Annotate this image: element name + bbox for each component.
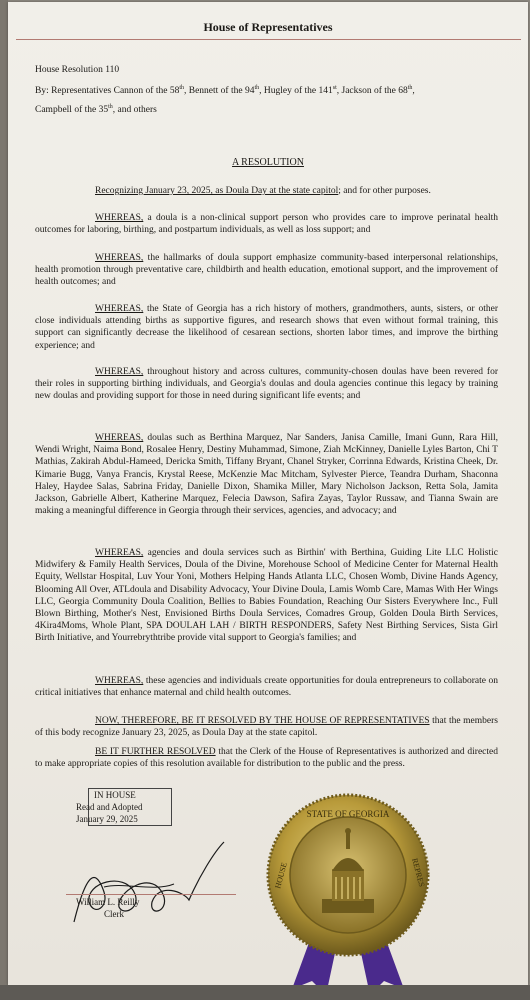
background-bottom — [0, 985, 530, 1000]
clerk-signature — [64, 822, 254, 932]
header-rule — [16, 39, 521, 40]
further-resolved-paragraph: BE IT FURTHER RESOLVED that the Clerk of the House of Representatives is authorized and directed to make appropriate copies of this resolution available for distribution to the public and the press. — [35, 747, 499, 770]
signature-line — [66, 894, 236, 895]
stamp-line-3: January 29, 2025 — [76, 814, 138, 824]
whereas-paragraph-1: WHEREAS, a doula is a non-clinical support person who provides care to improve perinatal health outcomes for laboring, birthing, and postpartum individuals, as well as loss support; and — [35, 213, 498, 236]
seal-text-left: HOUSE — [273, 861, 289, 890]
clerk-title: Clerk — [104, 909, 124, 919]
document-page — [8, 2, 528, 985]
house-seal — [262, 789, 434, 999]
recognizing-paragraph: Recognizing January 23, 2025, as Doula Day at the state capitol; and for other purposes. — [95, 186, 431, 196]
whereas-paragraph-3: WHEREAS, the State of Georgia has a rich history of mothers, grandmothers, aunts, sisters, or other close individuals attending births as supportive figures, and research shows that even without formal training, this support can significantly decrease the likelihood of cesarean sections, shorten labor times, and improve the birthing experience; and — [35, 304, 498, 351]
whereas-paragraph-7: WHEREAS, these agencies and individuals create opportunities for doula entrepreneurs to collaborate on critical initiatives that enhance maternal and child health outcomes. — [35, 676, 498, 699]
stamp-line-1: IN HOUSE — [94, 790, 136, 800]
whereas-paragraph-6: WHEREAS, agencies and doula services such as Birthin' with Berthina, Guiding Lite LLC Holistic Midwifery & Family Health Services, Doula of the Divine, Morehouse School of Medicine Center for Maternal Health Equity, Wellstar Hospital, Luv Your Yoni, Mothers Helping Hands Atlanta LLC, Chosen Womb, Divine Hands Agency, Blooming All Over, ATLdoula and Disability Advocacy, Your Divine Doula, Lamis Womb Care, Mamas With Her Wings LLC, Georgia Community Doula Coalition, Bellies to Babies Foundation, Reaching Our Sisters Everywhere Inc., Full Blown Birthing, Mother's Nest, Envisioned Births Doula Services, Comadres Group, Golden Doula Birth Services, 4Kira4Moms, Whole Plant, SPA DOULAH LAH / BIRTH RESPONDERS, Safety Nest Birthing Services, Sista Girl Birth Initiative, and Yourrebrythtribe provide vital support to Georgia's families; and — [35, 548, 498, 644]
stamp-line-2: Read and Adopted — [76, 802, 143, 812]
background-left — [0, 0, 8, 1000]
whereas-paragraph-5: WHEREAS, doulas such as Berthina Marquez, Nar Sanders, Janisa Camille, Imani Gunn, Rara Hill, Wendi Wright, Naima Bond, Rosalee Henry, Destiny Muhammad, Simone, Ziah McKinney, Danielle Lyles Barton, Chi T Mathias, Zakirah Abdul-Hameed, Dericka Smith, Tiffany Bryant, Chanel Stryker, Corrinna Edwards, Kristina Cheek, Dr. Kimarie Bugg, Vanya Francis, Krystal Reese, McKenzie Mac Mitcham, Sylvester Pierce, Teandra Durham, Shaconna Haley, Haydee Salas, Sabrina Friday, Danielle Dixon, Shamika Miller, Mary Nicholson Jackson, Retta Sola, Jamita Jackson, Gabrielle Albert, Katherine Marquez, Felecia Dawson, Safira Zayas, Taylor Russaw, and Tianna Swain are making a meaningful difference in Georgia through their services, agencies, and advocacy; and — [35, 433, 498, 517]
seal-text-top: STATE OF GEORGIA — [306, 809, 390, 819]
sponsors: By: Representatives Cannon of the 58th, Bennett of the 94th, Hugley of the 141st, Jackson of the 68th, Campbell of the 35th, and others — [35, 84, 415, 115]
whereas-paragraph-2: WHEREAS, the hallmarks of doula support emphasize community-based interpersonal relationships, health promotion through preventative care, childbirth and health education, emotional support, and the improvement of health outcomes; and — [35, 253, 498, 288]
clerk-name: William L. Reilly — [76, 897, 140, 907]
resolution-number: House Resolution 110 — [35, 65, 120, 75]
now-therefore-paragraph: NOW, THEREFORE, BE IT RESOLVED BY THE HOUSE OF REPRESENTATIVES that the members of this body recognize January 23, 2025, as Doula Day at the state capitol. — [35, 716, 498, 739]
resolution-heading: A RESOLUTION — [232, 157, 304, 168]
seal-text-right: REPRES — [410, 857, 427, 888]
whereas-paragraph-4: WHEREAS, throughout history and across cultures, community-chosen doulas have been revered for their roles in supporting birthing individuals, and Georgia's doulas and doula agencies continue this legacy by training new doulas and providing support for those in need during significant life events; and — [35, 367, 498, 402]
page-header-title: House of Representatives — [203, 20, 333, 34]
